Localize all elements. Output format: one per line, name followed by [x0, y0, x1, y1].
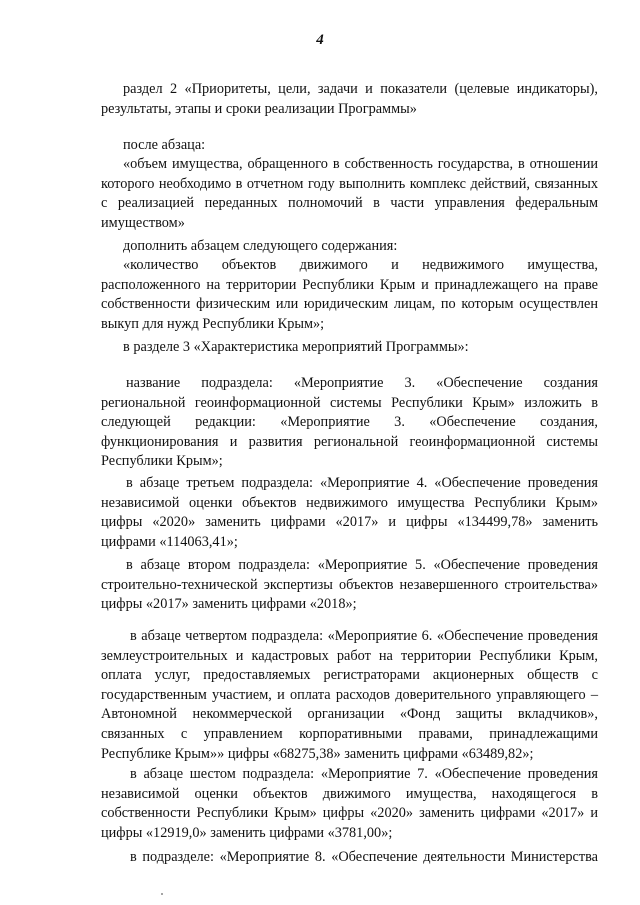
scan-speck: [161, 893, 163, 895]
paragraph-after-clause: после абзаца:: [123, 137, 206, 153]
paragraph-quoted-property-volume: «объем имущества, обращенного в собственность государства, в отношении которого необходимо в отчетном году выполнить комплекс действий, связанных с реализацией переданных полномочий в части управления федеральным имуществом»: [101, 156, 598, 231]
paragraph-activity-5: в абзаце втором подраздела: «Мероприятие 5. «Обеспечение проведения строительно-технической экспертизы объектов незавершенного строительства» цифры «2017» заменить цифрами «2018»;: [101, 557, 598, 613]
paragraph-activity-8: в подразделе: «Мероприятие 8. «Обеспечение деятельности Министерства: [130, 849, 598, 865]
paragraph-activity-7: в абзаце шестом подраздела: «Мероприятие 7. «Обеспечение проведения независимой оценки объектов движимого имущества, находящегося в собственности Республики Крым» цифры «2020» заменить цифрами «2017» и цифры «12919,0» заменить цифрами «3781,00»;: [101, 766, 598, 841]
paragraph-supplement-clause: дополнить абзацем следующего содержания:: [123, 238, 398, 254]
paragraph-activity-4: в абзаце третьем подраздела: «Мероприятие 4. «Обеспечение проведения независимой оценки объектов недвижимого имущества Республики Крым» цифры «2020» заменить цифрами «2017» и цифры «134499,78» заменить цифрами «114063,41»;: [101, 475, 598, 550]
paragraph-activity-6: в абзаце четвертом подраздела: «Мероприятие 6. «Обеспечение проведения землеустроительных и кадастровых работ на территории Республики Крым, оплата услуг, предоставляемых регистраторами акционерных обществ с государственным участием, и оплата расходов доверительного управляющего – Автономной некоммерческой организации «Фонд защиты вкладчиков», связанных с управлением корпоративными правами, принадлежащими Республике Крым»» цифры «68275,38» заменить цифрами «63489,82»;: [101, 628, 598, 762]
paragraph-section-3-title: в разделе 3 «Характеристика мероприятий Программы»:: [123, 339, 469, 355]
page-number: 4: [316, 32, 324, 48]
paragraph-quoted-objects-count: «количество объектов движимого и недвижимого имущества, расположенного на территории Республики Крым и принадлежащего на праве собственности физическим или юридическим лицам, по которым осуществлен выкуп для нужд Республики Крым»;: [101, 257, 598, 332]
paragraph-activity-3: название подраздела: «Мероприятие 3. «Обеспечение создания региональной геоинформационной системы Республики Крым» изложить в следующей редакции: «Мероприятие 3. «Обеспечение создания, функционирования и развития региональной геоинформационной системы Республики Крым»;: [101, 375, 598, 470]
paragraph-section-2-title: раздел 2 «Приоритеты, цели, задачи и показатели (целевые индикаторы), результаты, этапы и сроки реализации Программы»: [101, 81, 598, 117]
